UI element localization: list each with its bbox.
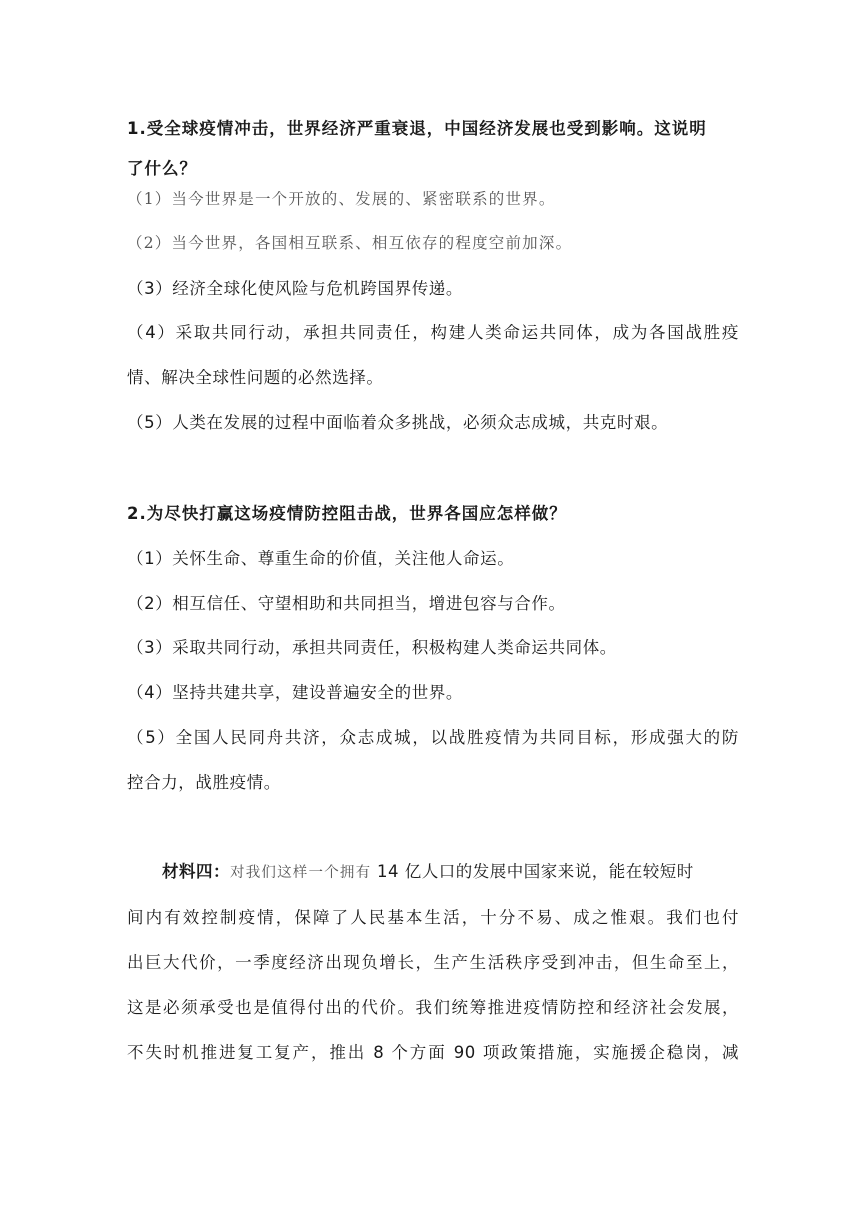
answer-2-2: （2）相互信任、守望相助和共同担当，增进包容与合作。 xyxy=(127,594,566,613)
material-4-lead: 对我们这样一个拥有 xyxy=(230,865,372,881)
material-4-line-1-rest: 14 亿人口的发展中国家来说，能在较短时 xyxy=(371,862,694,881)
material-4-label: 材料四： xyxy=(162,862,230,881)
material-4-line-5: 不失时机推进复工复产，推出 8 个方面 90 项政策措施，实施援企稳岗，减 xyxy=(127,1043,739,1062)
answer-2-5-line-1: （5）全国人民同舟共济，众志成城，以战胜疫情为共同目标，形成强大的防 xyxy=(127,728,739,747)
answer-2-1: （1）关怀生命、尊重生命的价值，关注他人命运。 xyxy=(127,549,515,568)
answer-1-5: （5）人类在发展的过程中面临着众多挑战，必须众志成城，共克时艰。 xyxy=(127,413,669,432)
material-4-line-3: 出巨大代价，一季度经济出现负增长，生产生活秩序受到冲击，但生命至上， xyxy=(127,953,739,972)
answer-2-4: （4）坚持共建共享，建设普遍安全的世界。 xyxy=(127,683,463,702)
question-1-line-2: 了什么？ xyxy=(127,159,197,178)
material-4-line-4: 这是必须承受也是值得付出的代价。我们统筹推进疫情防控和经济社会发展， xyxy=(127,998,739,1017)
question-2: 2.为尽快打赢这场疫情防控阻击战，世界各国应怎样做？ xyxy=(127,504,567,523)
question-1-line-1: 1.受全球疫情冲击，世界经济严重衰退，中国经济发展也受到影响。这说明 xyxy=(127,119,707,138)
answer-2-5-line-2: 控合力，战胜疫情。 xyxy=(127,773,281,792)
material-4-line-2: 间内有效控制疫情，保障了人民基本生活，十分不易、成之惟艰。我们也付 xyxy=(127,908,739,927)
material-4-line-1 xyxy=(162,860,739,885)
answer-1-3: （3）经济全球化使风险与危机跨国界传递。 xyxy=(127,279,463,298)
answer-1-4-line-2: 情、解决全球性问题的必然选择。 xyxy=(127,368,384,387)
answer-2-3: （3）采取共同行动，承担共同责任，积极构建人类命运共同体。 xyxy=(127,638,617,657)
answer-1-4-line-1: （4）采取共同行动，承担共同责任，构建人类命运共同体，成为各国战胜疫 xyxy=(127,323,739,342)
answer-1-1: （1）当今世界是一个开放的、发展的、紧密联系的世界。 xyxy=(127,190,556,208)
answer-1-2: （2）当今世界，各国相互联系、相互依存的程度空前加深。 xyxy=(127,234,573,252)
